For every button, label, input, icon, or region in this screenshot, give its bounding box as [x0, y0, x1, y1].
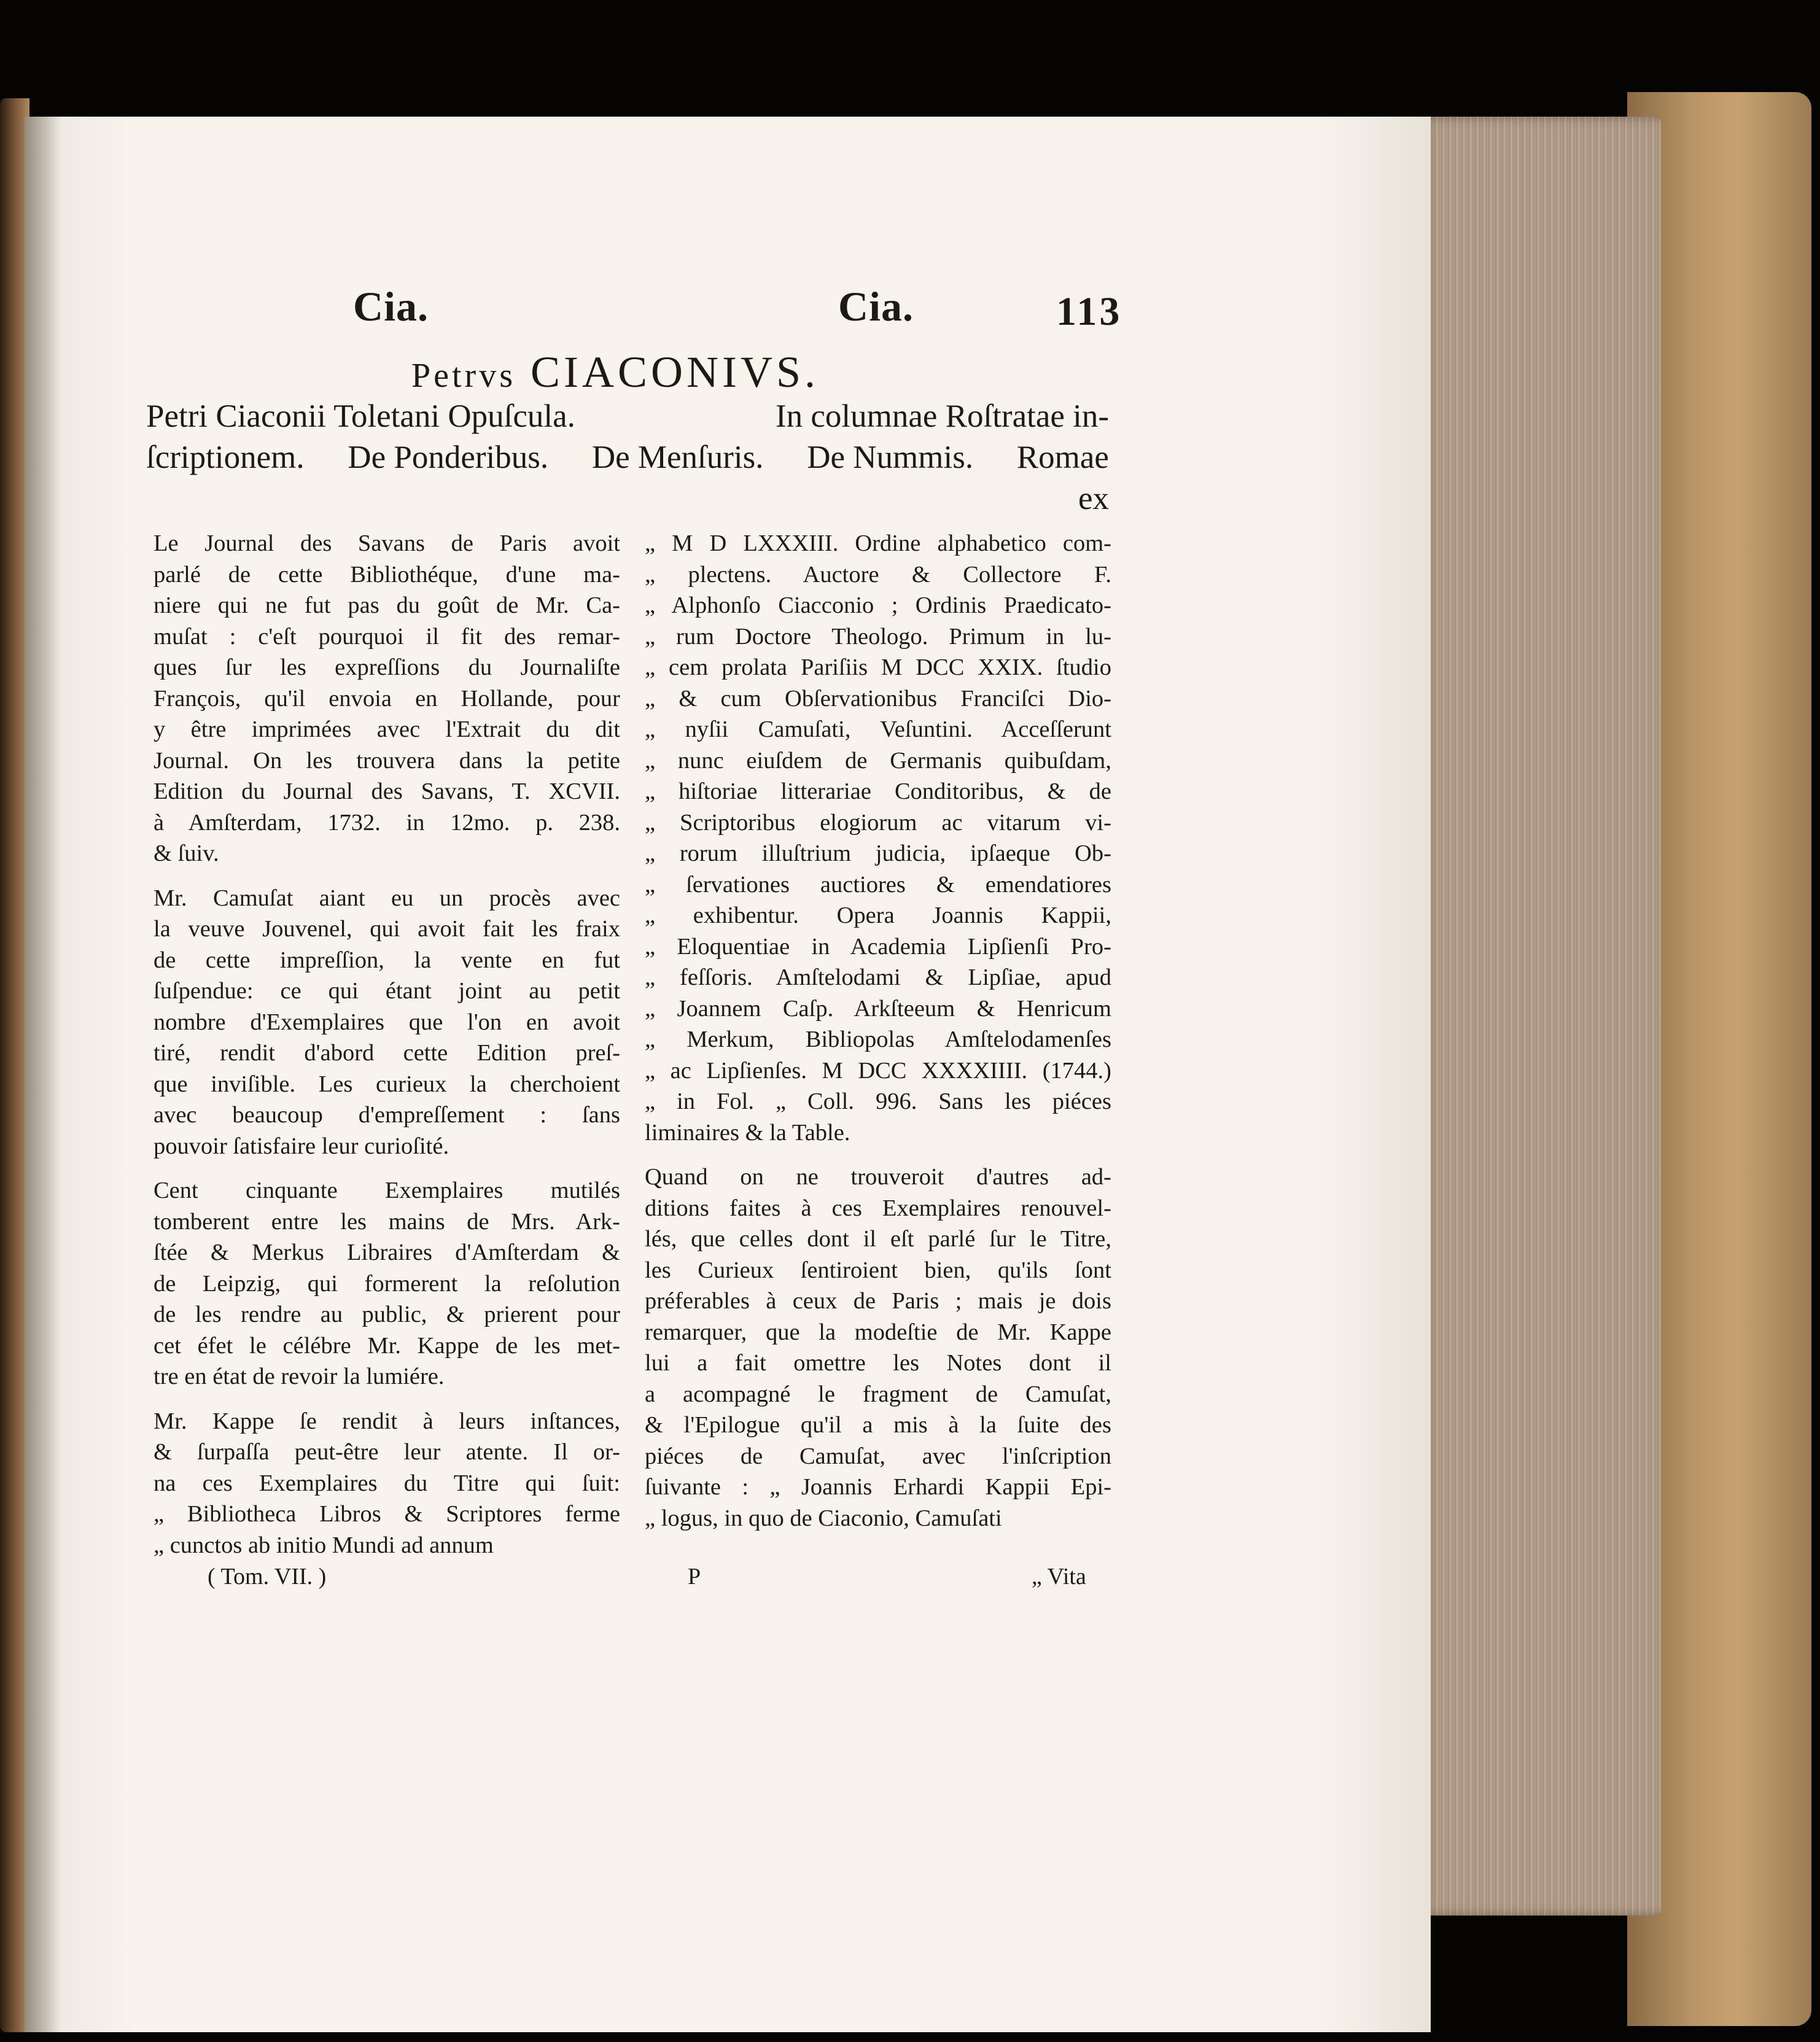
text-line: remarquer, que la modeſtie de Mr. Kappe — [645, 1319, 1111, 1345]
text-line: avec beaucoup d'empreſſement : ſans — [154, 1102, 620, 1128]
paragraph — [645, 528, 1111, 1148]
text-line: & l'Epilogue qu'il a mis à la ſuite des — [645, 1412, 1111, 1438]
text-line: nombre d'Exemplaires que l'on en avoit — [154, 1009, 620, 1035]
text-line: „ Scriptoribus elogiorum ac vitarum vi- — [645, 809, 1111, 836]
text-line: „ logus, in quo de Ciaconio, Camuſati — [645, 1505, 1002, 1531]
text-line: „ rum Doctore Theologo. Primum in lu- — [645, 623, 1111, 650]
text-line: ques ſur les expreſſions du Journaliſte — [154, 654, 620, 680]
text-line: de cette impreſſion, la vente en fut — [154, 947, 620, 973]
title-segment: De Menſuris. — [591, 440, 764, 475]
text-line: préferables à ceux de Paris ; mais je dois — [645, 1288, 1111, 1314]
text-line: Le Journal des Savans de Paris avoit — [154, 530, 620, 556]
title-line-1 — [146, 396, 1109, 437]
catchword: „ Vita — [1032, 1564, 1086, 1590]
text-line: ſtée & Merkus Libraires d'Amſterdam & — [154, 1240, 620, 1265]
text-line: lui a fait omettre les Notes dont il — [645, 1350, 1111, 1376]
running-head-center: Cia. — [838, 283, 914, 330]
text-line: „ Merkum, Bibliopolas Amſtelodamenſes — [645, 1027, 1111, 1052]
text-line: que inviſible. Les curieux la cherchoient — [154, 1071, 620, 1097]
paragraph — [154, 1175, 620, 1392]
title-segment: In columnae Roſtratae in- — [775, 398, 1109, 434]
text-line: „ hiſtoriae litterariae Conditoribus, & de — [645, 778, 1111, 804]
text-line: Mr. Kappe ſe rendit à leurs inſtances, — [154, 1408, 620, 1434]
text-line: liminaires & la Table. — [645, 1119, 850, 1146]
text-line: niere qui ne fut pas du goût de Mr. Ca- — [154, 592, 620, 618]
right-column — [645, 528, 1111, 1547]
text-line: tiré, rendit d'abord cette Edition preſ- — [154, 1040, 620, 1066]
title-segment: De Nummis. — [807, 440, 974, 475]
title-line-3 — [146, 478, 1109, 519]
text-line: & ſuiv. — [154, 840, 219, 866]
paragraph — [645, 1162, 1111, 1534]
paragraph — [154, 883, 620, 1162]
text-line: „ in Fol. „ Coll. 996. Sans les piéces — [645, 1089, 1111, 1114]
text-line: y être imprimées avec l'Extrait du dit — [154, 716, 620, 742]
text-line: „ cunctos ab initio Mundi ad annum — [154, 1532, 494, 1558]
text-line: „ cem prolata Pariſiis M DCC XXIX. ſtudio — [645, 654, 1111, 680]
text-line: Journal. On les trouvera dans la petite — [154, 747, 620, 774]
text-line: ſuivante : „ Joannis Erhardi Kappii Epi- — [645, 1474, 1111, 1500]
text-line: „ nunc eiuſdem de Germanis quibuſdam, — [645, 747, 1111, 774]
text-line: & ſurpaſſa peut-être leur atente. Il or- — [154, 1439, 620, 1465]
text-line: cet éfet le célébre Mr. Kappe de les met- — [154, 1332, 620, 1359]
text-line: Edition du Journal des Savans, T. XCVII. — [154, 778, 620, 804]
work-title — [146, 396, 1109, 519]
text-line: „ Alphonſo Ciacconio ; Ordinis Praedicato- — [645, 592, 1111, 618]
text-line: „ nyſii Camuſati, Veſuntini. Acceſſerunt — [645, 716, 1111, 742]
text-line: na ces Exemplaires du Titre qui ſuit: — [154, 1470, 620, 1496]
text-line: „ rorum illuſtrium judicia, ipſaeque Ob- — [645, 840, 1111, 866]
page-gutter-shadow — [25, 117, 61, 2032]
text-line: „ M D LXXXIII. Ordine alphabetico com- — [645, 530, 1111, 556]
left-column — [154, 528, 620, 1574]
text-line: de les rendre au public, & prierent pour — [154, 1302, 620, 1327]
text-line: „ Bibliotheca Libros & Scriptores ferme — [154, 1501, 620, 1527]
running-head-left: Cia. — [353, 283, 429, 330]
text-line: muſat : c'eſt pourquoi il fit des remar- — [154, 623, 620, 650]
text-line: „ ſervationes auctiores & emendatiores — [645, 871, 1111, 898]
text-line: piéces de Camuſat, avec l'inſcription — [645, 1443, 1111, 1469]
page-block-edges — [1418, 117, 1661, 1916]
text-line: a acompagné le fragment de Camuſat, — [645, 1381, 1111, 1407]
text-line: ſuſpendue: ce qui étant joint au petit — [154, 978, 620, 1004]
text-line: „ & cum Obſervationibus Franciſci Dio- — [645, 685, 1111, 712]
title-segment: De Ponderibus. — [348, 440, 549, 475]
page-number: 113 — [1056, 289, 1122, 334]
text-line: „ plectens. Auctore & Collectore F. — [645, 561, 1111, 588]
text-line: „ Eloquentiae in Academia Lipſienſi Pro- — [645, 933, 1111, 960]
text-line: „ ac Lipſienſes. M DCC XXXXIIII. (1744.) — [645, 1057, 1111, 1084]
heading-forename: Petrvs — [411, 357, 516, 395]
text-line: la veuve Jouvenel, qui avoit fait les fraix — [154, 916, 620, 942]
text-line: Cent cinquante Exemplaires mutilés — [154, 1178, 620, 1203]
title-segment: ex — [1078, 481, 1109, 516]
title-segment: Petri Ciaconii Toletani Opuſcula. — [146, 398, 575, 434]
signature-mark: P — [688, 1564, 701, 1590]
paragraph — [154, 528, 620, 869]
text-line: „ exhibentur. Opera Joannis Kappii, — [645, 903, 1111, 928]
title-line-2 — [146, 437, 1109, 478]
title-segment: Romae — [1016, 440, 1109, 475]
heading-surname: CIACONIVS. — [531, 347, 820, 397]
volume-note: ( Tom. VII. ) — [208, 1564, 327, 1590]
text-line: François, qu'il envoia en Hollande, pour — [154, 685, 620, 712]
text-line: Quand on ne trouveroit d'autres ad- — [645, 1164, 1111, 1190]
text-line: tomberent entre les mains de Mrs. Ark- — [154, 1208, 620, 1235]
text-line: les Curieux ſentiroient bien, qu'ils ſont — [645, 1257, 1111, 1283]
text-line: lés, que celles dont il eſt parlé ſur le Titre, — [645, 1226, 1111, 1252]
text-line: parlé de cette Bibliothéque, d'une ma- — [154, 561, 620, 588]
text-line: pouvoir ſatisfaire leur curioſité. — [154, 1133, 449, 1159]
title-segment: ſcriptionem. — [146, 440, 305, 475]
text-line: tre en état de revoir la lumiére. — [154, 1364, 445, 1389]
paragraph — [154, 1406, 620, 1561]
article-heading — [411, 347, 819, 398]
text-line: ditions faites à ces Exemplaires renouvel- — [645, 1195, 1111, 1221]
text-line: Mr. Camuſat aiant eu un procès avec — [154, 885, 620, 911]
text-line: „ Joannem Caſp. Arkſteeum & Henricum — [645, 995, 1111, 1022]
text-line: à Amſterdam, 1732. in 12mo. p. 238. — [154, 809, 620, 836]
text-line: de Leipzig, qui formerent la reſolution — [154, 1270, 620, 1297]
text-line: „ feſſoris. Amſtelodami & Lipſiae, apud — [645, 965, 1111, 990]
